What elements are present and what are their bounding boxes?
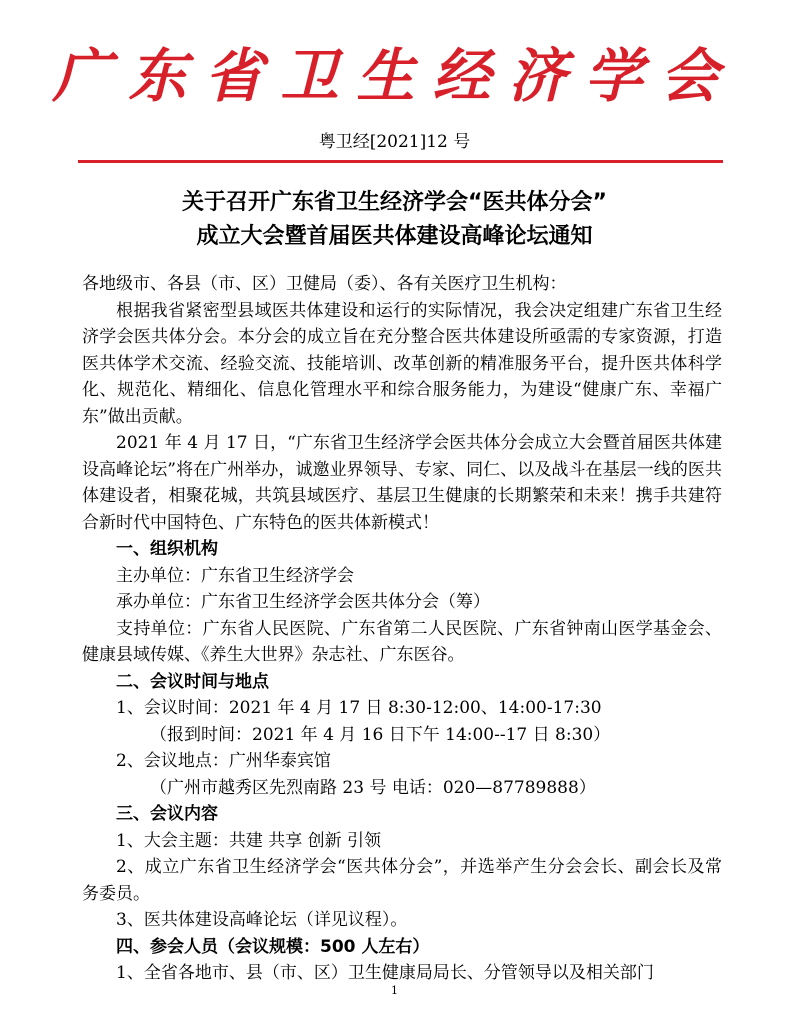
meeting-time: 1、会议时间：2021 年 4 月 17 日 8:30-12:00、14:00-17:30 <box>116 698 602 718</box>
checkin-time: （报到时间：2021 年 4 月 16 日下午 14:00--17 日 8:30） <box>150 724 611 745</box>
section-heading-organization: 一、组织机构 <box>116 539 218 559</box>
venue-address: （广州市越秀区先烈南路 23 号 电话：020—87789888） <box>150 777 596 798</box>
page-number: 1 <box>391 984 398 997</box>
org-masthead: 广东省卫生经济学会 <box>52 42 737 110</box>
support-units: 支持单位：广东省人民医院、广东省第二人民医院、广东省钟南山医学基金会、健康县域传媒、《养生大世界》杂志社、广东医谷。 <box>82 618 722 665</box>
organizer-unit: 承办单位：广东省卫生经济学会医共体分会（筹） <box>116 592 490 612</box>
section-heading-attendees: 四、参会人员（会议规模：500 人左右） <box>116 936 430 957</box>
paragraph-purpose: 根据我省紧密型县域医共体建设和运行的实际情况，我会决定组建广东省卫生经济学会医共体分会。本分会的成立旨在充分整合医共体建设所亟需的专家资源，打造医共体学术交流、经验交流、技能培训、改革创新的精准服务平台，提升医共体科学化、规范化、精细化、信息化管理水平和综合服务能力，为建设“健康广东、幸福广东”做出贡献。 <box>82 300 722 427</box>
section-heading-time-place: 二、会议时间与地点 <box>116 671 269 692</box>
host-unit: 主办单位：广东省卫生经济学会 <box>116 565 354 586</box>
meeting-venue: 2、会议地点：广州华泰宾馆 <box>116 751 331 771</box>
notice-title <box>0 186 789 254</box>
title-line-1: 关于召开广东省卫生经济学会“医共体分会” <box>182 190 607 215</box>
content-item-3: 3、医共体建设高峰论坛（详见议程）。 <box>116 910 408 930</box>
content-item-1: 1、大会主题：共建 共享 创新 引领 <box>116 830 382 851</box>
content-item-2: 2、成立广东省卫生经济学会“医共体分会”，并选举产生分会会长、副会长及常务委员。 <box>82 857 722 904</box>
attendee-item-1: 1、全省各地市、县（市、区）卫生健康局局长、分管领导以及相关部门 <box>116 963 654 983</box>
document-number: 粤卫经[2021]12 号 <box>318 132 471 152</box>
notice-body <box>82 271 722 987</box>
title-line-2: 成立大会暨首届医共体建设高峰论坛通知 <box>196 224 593 249</box>
section-heading-content: 三、会议内容 <box>116 804 218 824</box>
paragraph-announcement: 2021 年 4 月 17 日，“广东省卫生经济学会医共体分会成立大会暨首届医共体建设高峰论坛”将在广州举办，诚邀业界领导、专家、同仁、以及战斗在基层一线的医共体建设者，相聚花城，共筑县域医疗、基层卫生健康的长期繁荣和未来！携手共建符合新时代中国特色、广东特色的医共体新模式！ <box>82 433 722 533</box>
salutation: 各地级市、各县（市、区）卫健局（委）、各有关医疗卫生机构： <box>82 274 567 294</box>
red-divider <box>78 160 723 163</box>
